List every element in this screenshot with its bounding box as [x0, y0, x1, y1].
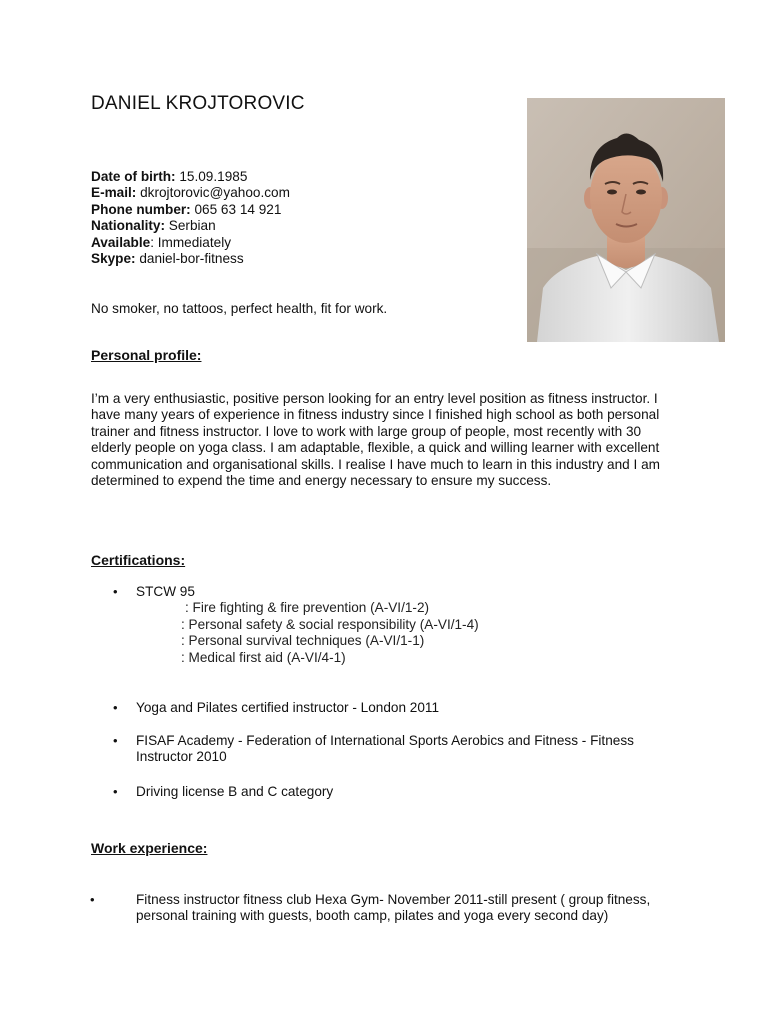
- info-value: daniel-bor-fitness: [135, 251, 244, 267]
- portrait-illustration: [527, 98, 725, 342]
- info-label: Nationality:: [91, 218, 166, 234]
- certification-text: Driving license B and C category: [136, 784, 334, 799]
- profile-photo: [527, 98, 725, 342]
- info-phone: [91, 202, 290, 218]
- info-value: : Immediately: [150, 234, 232, 250]
- info-nationality: [91, 218, 290, 234]
- certification-item: [113, 700, 676, 716]
- info-label: Phone number:: [91, 201, 191, 217]
- bullet-icon: •: [113, 700, 118, 715]
- info-skype: [91, 251, 290, 267]
- info-label: Skype:: [91, 251, 136, 267]
- bullet-icon: •: [90, 892, 95, 907]
- stcw-subitem: : Medical first aid (A-VI/4-1): [181, 650, 346, 665]
- personal-profile-text: I’m a very enthusiastic, positive person looking for an entry level position as fitness instructor. I have many years of experience in fitness industry since I finished high school as both personal trainer and fitness instructor. I love to work with large group of people, most recently with 30 elderly people on yoga class. I am adaptable, flexible, a quick and willing learner with excellent communication and organisational skills. I realise I have much to learn in this industry and I am determined to expend the time and energy necessary to ensure my success.: [91, 391, 660, 489]
- info-value: 065 63 14 921: [190, 201, 282, 217]
- section-heading-work-experience: Work experience:: [91, 840, 208, 856]
- personal-info-list: [91, 169, 290, 267]
- bullet-icon: •: [113, 733, 118, 748]
- info-value: 15.09.1985: [175, 169, 248, 184]
- info-date-of-birth: [91, 169, 290, 185]
- info-label: Date of birth:: [91, 169, 176, 184]
- info-label: Available: [91, 234, 151, 250]
- candidate-name: DANIEL KROJTOROVIC: [91, 93, 305, 114]
- certification-text: FISAF Academy - Federation of International Sports Aerobics and Fitness - Fitness Instructor 2010: [136, 733, 634, 765]
- bullet-icon: •: [113, 584, 118, 599]
- certification-text: STCW 95: [136, 584, 195, 599]
- info-email: [91, 185, 290, 201]
- stcw-subitem: : Personal safety & social responsibility (A-VI/1-4): [181, 617, 479, 632]
- info-available: [91, 235, 290, 251]
- work-experience-item: [90, 892, 676, 925]
- info-value: dkrojtorovic@yahoo.com: [136, 185, 290, 201]
- certification-item: [113, 784, 676, 800]
- section-heading-certifications: Certifications:: [91, 552, 186, 568]
- certification-item: [113, 733, 676, 766]
- stcw-subitem: : Personal survival techniques (A-VI/1-1): [181, 633, 425, 648]
- info-value: Serbian: [165, 218, 216, 234]
- certification-text: Yoga and Pilates certified instructor - London 2011: [136, 700, 440, 715]
- section-heading-personal-profile: Personal profile:: [91, 347, 202, 363]
- info-label: E-mail:: [91, 185, 137, 201]
- bullet-icon: •: [113, 784, 118, 799]
- stcw-subitem: : Fire fighting & fire prevention (A-VI/1-2): [185, 600, 430, 615]
- certification-item-stcw: [113, 584, 195, 600]
- work-experience-text: Fitness instructor fitness club Hexa Gym- November 2011-still present ( group fitness, personal training with guests, booth camp, pilates and yoga every second day): [136, 892, 651, 924]
- health-statement: No smoker, no tattoos, perfect health, fit for work.: [91, 301, 388, 316]
